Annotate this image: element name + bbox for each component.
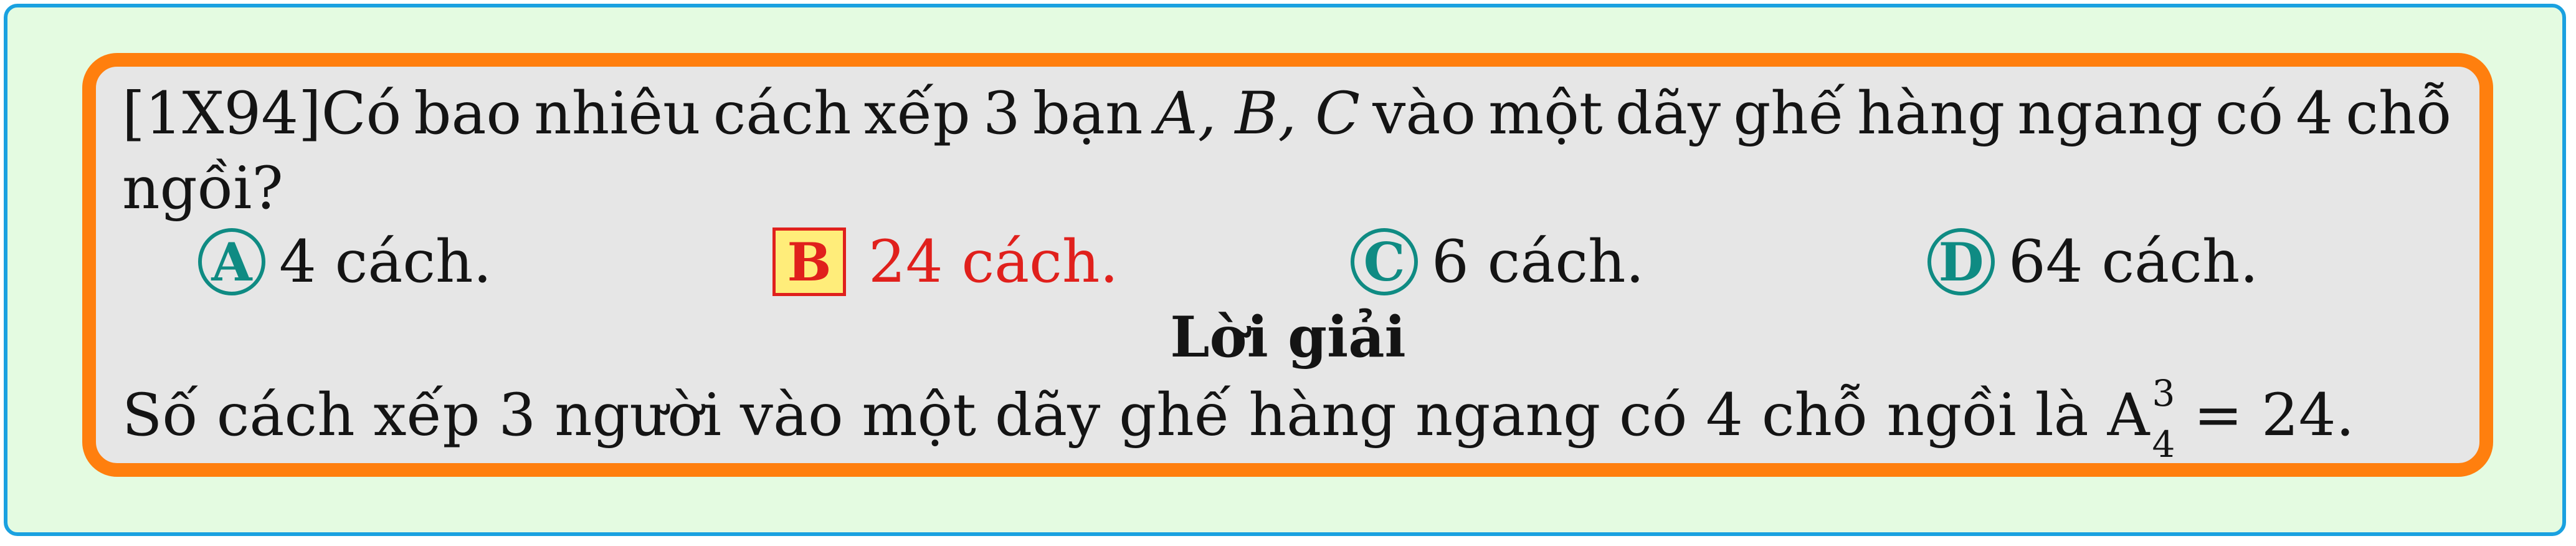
option-b-badge: B <box>772 228 846 296</box>
question-line-2: ngồi? <box>122 155 283 223</box>
option-b-text: 24 cách. <box>868 228 1119 296</box>
question-word: dãy <box>1615 80 1721 148</box>
question-word: vào <box>1372 80 1476 148</box>
question-word: ngang <box>2017 80 2203 148</box>
option-c-badge: C <box>1351 228 1418 295</box>
question-variables: A, B, C <box>1155 80 1361 148</box>
option-d-badge: D <box>1927 228 1995 295</box>
question-word: nhiêu <box>534 80 701 148</box>
question-word: 4 <box>2296 80 2334 148</box>
question-word: Có <box>321 80 402 148</box>
question-word: bạn <box>1032 80 1143 148</box>
question-word: bao <box>414 80 522 148</box>
option-c[interactable] <box>1351 224 1644 299</box>
option-d-text: 64 cách. <box>2008 228 2259 296</box>
option-a[interactable] <box>198 224 492 299</box>
question-word: 3 <box>982 80 1020 148</box>
option-a-text: 4 cách. <box>279 228 492 296</box>
question-code-and-first-word <box>122 80 401 148</box>
formula-superscript: 3 <box>2152 371 2175 414</box>
question-line-1 <box>122 80 2452 148</box>
question-word: cách <box>713 80 852 148</box>
option-d[interactable] <box>1927 224 2258 299</box>
question-word: chỗ <box>2345 80 2452 148</box>
option-c-text: 6 cách. <box>1432 228 1645 296</box>
question-word: hàng <box>1856 80 2005 148</box>
option-b[interactable] <box>772 224 1118 299</box>
question-word: có <box>2215 80 2284 148</box>
question-code: [1X94] <box>122 80 321 148</box>
solution-heading: Lời giải <box>1170 304 1406 370</box>
option-a-badge: A <box>198 228 265 295</box>
solution-formula <box>2107 371 2175 466</box>
question-word: một <box>1488 80 1603 148</box>
solution-text: Số cách xếp 3 người vào một dãy ghế hàng ngang có 4 chỗ ngồi là <box>122 381 2089 449</box>
formula-symbol: A <box>2107 381 2150 449</box>
question-word: xếp <box>863 80 971 148</box>
formula-subscript: 4 <box>2152 423 2175 466</box>
question-word: ghế <box>1733 80 1845 148</box>
solution-line <box>122 371 2355 466</box>
solution-result: = 24. <box>2193 381 2355 449</box>
